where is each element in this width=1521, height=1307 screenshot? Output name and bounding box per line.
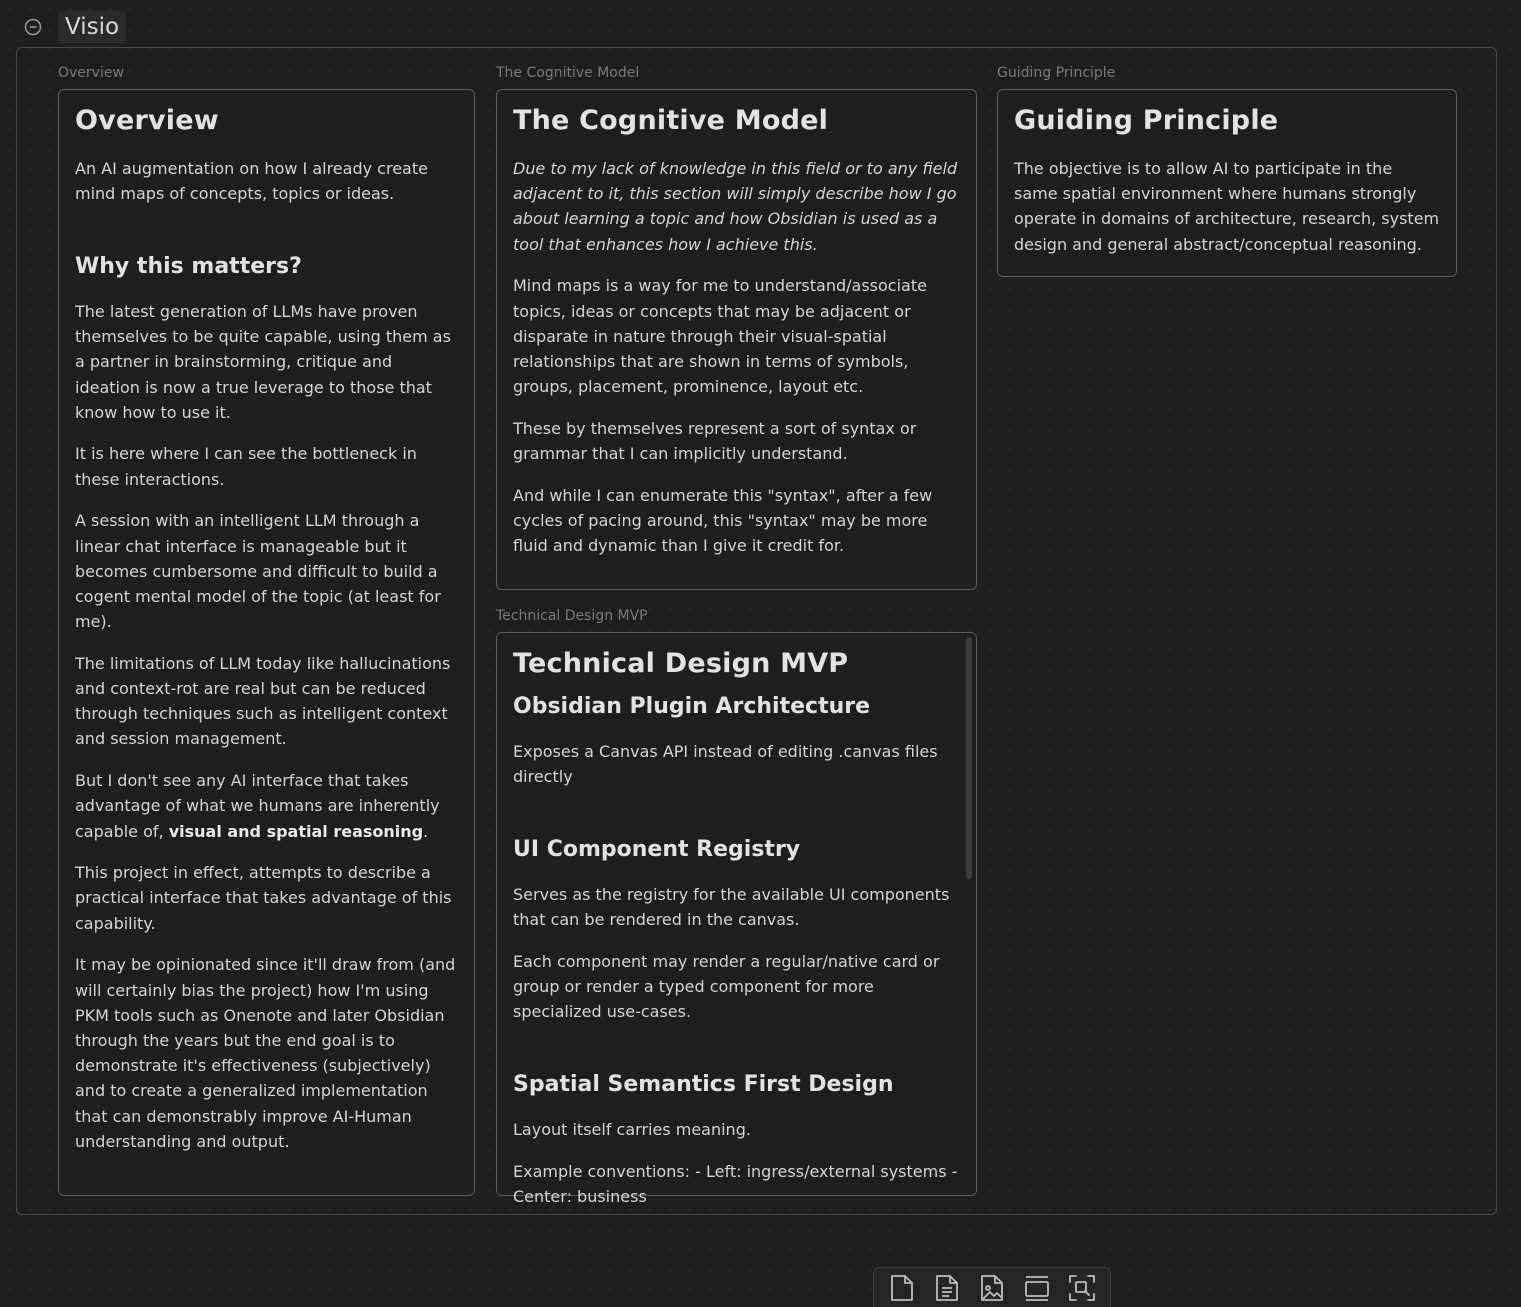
card-heading: Technical Design MVP: [513, 648, 849, 679]
card-paragraph: A session with an intelligent LLM through a linear chat interface is manageable but it becomes cumbersome and difficult to build a cogent mental model of the topic (at least for me).: [75, 511, 441, 632]
card-paragraph: It is here where I can see the bottleneck in these interactions.: [75, 444, 417, 489]
card-subheading: Why this matters?: [75, 253, 302, 279]
card-paragraph: The limitations of LLM today like hallucinations and context-rot are real but can be reduced through techniques such as intelligent context and session management.: [75, 653, 451, 749]
card-paragraph: Example conventions: - Left: ingress/external systems - Center: business: [513, 1161, 958, 1206]
card-label-cognitive-model: The Cognitive Model: [496, 65, 640, 81]
paragraph-text: .: [423, 821, 429, 841]
card-paragraph: And while I can enumerate this "syntax", after a few cycles of pacing around, this "syntax" may be more fluid and dynamic than I give it credit for.: [513, 485, 933, 556]
card-subheading: UI Component Registry: [513, 836, 801, 862]
media-icon[interactable]: [974, 1270, 1010, 1306]
new-card-icon[interactable]: [884, 1270, 920, 1306]
group-title[interactable]: Visio: [58, 11, 126, 43]
card-paragraph: Each component may render a regular/native card or group or render a typed component for more specialized use-cases.: [513, 951, 940, 1022]
card-paragraph: Exposes a Canvas API instead of editing .canvas files directly: [513, 742, 938, 787]
card-paragraph: This project in effect, attempts to describe a practical interface that takes advantage of this capability.: [75, 863, 452, 933]
card-paragraph: Mind maps is a way for me to understand/associate topics, ideas or concepts that may be adjacent or disparate in nature through their visual-spatial relationships that are shown in terms of symbols, groups, placement, prominence, layout etc.: [513, 276, 927, 397]
card-paragraph: The latest generation of LLMs have proven themselves to be quite capable, using them as a partner in brainstorming, critique and ideation is now a true leverage to those that know how to use it.: [75, 301, 451, 422]
zoom-to-fit-icon[interactable]: [1064, 1270, 1100, 1306]
card-heading: Guiding Principle: [1014, 105, 1279, 136]
card-cognitive-model[interactable]: [496, 89, 977, 590]
note-icon[interactable]: [929, 1270, 965, 1306]
card-paragraph: Layout itself carries meaning.: [513, 1119, 751, 1139]
card-technical-design[interactable]: [496, 632, 977, 1206]
card-overview[interactable]: [58, 89, 475, 1196]
card-paragraph: Serves as the registry for the available UI components that can be rendered in the canvas.: [513, 884, 950, 930]
card-paragraph: These by themselves represent a sort of syntax or grammar that I can implicitly understand.: [513, 418, 917, 464]
card-subheading: Obsidian Plugin Architecture: [513, 694, 871, 719]
card-label-overview: Overview: [58, 65, 124, 81]
card-paragraph: An AI augmentation on how I already create mind maps of concepts, topics or ideas.: [75, 159, 428, 204]
card-guiding-principle[interactable]: [997, 89, 1457, 277]
card-paragraph: [75, 768, 458, 844]
card-heading: Overview: [75, 105, 219, 136]
card-paragraph: The objective is to allow AI to participate in the same spatial environment where humans strongly operate in domains of architecture, research, system design and general abstract/conceptual reasoning.: [1014, 159, 1440, 254]
card-label-technical-design: Technical Design MVP: [496, 608, 648, 624]
bold-text: visual and spatial reasoning: [168, 821, 424, 841]
group-header: [18, 10, 126, 44]
group-icon[interactable]: [1019, 1270, 1055, 1306]
scrollbar[interactable]: [966, 637, 972, 879]
card-label-guiding-principle: Guiding Principle: [997, 65, 1116, 81]
card-subheading: Spatial Semantics First Design: [513, 1071, 894, 1097]
collapse-icon[interactable]: [18, 12, 48, 42]
card-paragraph: It may be opinionated since it'll draw from (and will certainly bias the project) how I'm using PKM tools such as Onenote and later Obsidian through the years but the end goal is to demonstrate it's effectiveness (subjectively) and to create a generalized implementation that can demonstrably improve AI-Human understanding and output.: [75, 955, 456, 1151]
canvas-toolbar: [873, 1267, 1111, 1307]
card-paragraph-italic: Due to my lack of knowledge in this field or to any field adjacent to it, this section will simply describe how I go about learning a topic and how Obsidian is used as a tool that enhances how I achieve this.: [513, 159, 958, 254]
paragraph-text: But I don't see any AI interface that takes advantage of what we humans are inherently capable of,: [75, 771, 440, 841]
card-heading: The Cognitive Model: [513, 105, 829, 136]
